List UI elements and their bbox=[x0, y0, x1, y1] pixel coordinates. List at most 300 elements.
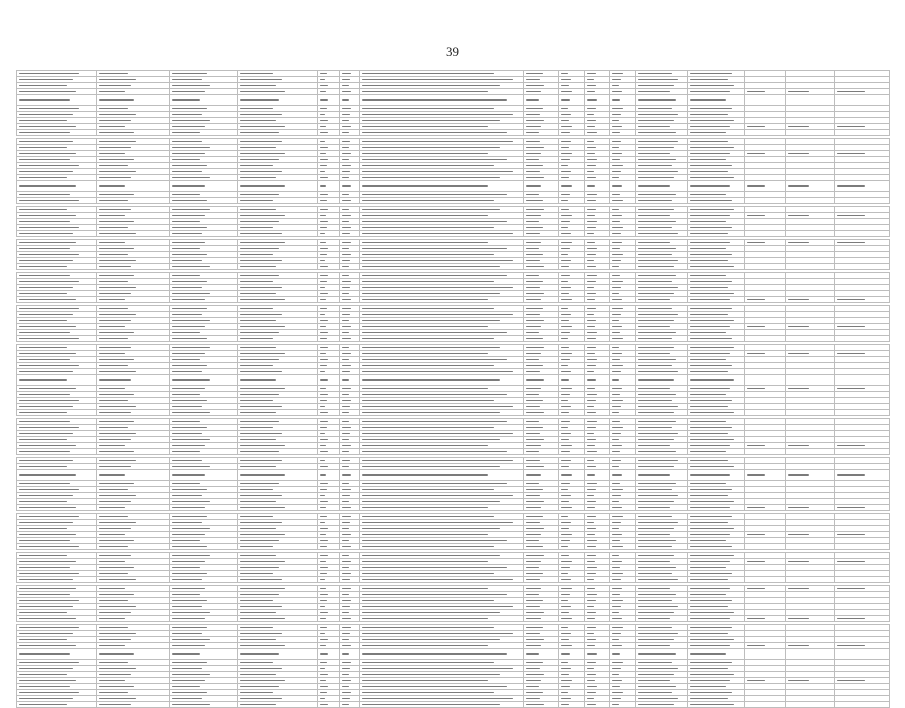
table-cell bbox=[585, 649, 610, 660]
cell-text-placeholder bbox=[362, 528, 500, 530]
cell-text-placeholder bbox=[638, 114, 677, 116]
cell-text-placeholder bbox=[526, 114, 540, 116]
cell-text-placeholder bbox=[587, 662, 595, 664]
cell-text-placeholder bbox=[638, 427, 672, 429]
cell-text-placeholder bbox=[587, 489, 595, 491]
cell-text-placeholder bbox=[172, 507, 204, 509]
cell-text-placeholder bbox=[638, 645, 670, 647]
table-cell bbox=[317, 470, 339, 481]
cell-text-placeholder bbox=[561, 153, 572, 155]
cell-text-placeholder bbox=[747, 618, 765, 620]
cell-text-placeholder bbox=[362, 159, 506, 161]
table-row bbox=[17, 95, 890, 106]
cell-text-placeholder bbox=[320, 466, 328, 468]
cell-text-placeholder bbox=[172, 200, 207, 202]
cell-text-placeholder bbox=[690, 347, 734, 349]
cell-text-placeholder bbox=[172, 445, 204, 447]
table-cell bbox=[17, 649, 97, 660]
cell-text-placeholder bbox=[526, 394, 539, 396]
cell-text-placeholder bbox=[362, 379, 500, 381]
cell-text-placeholder bbox=[526, 674, 544, 676]
cell-text-placeholder bbox=[362, 668, 513, 670]
cell-text-placeholder bbox=[561, 126, 572, 128]
cell-text-placeholder bbox=[690, 540, 726, 542]
cell-text-placeholder bbox=[561, 555, 569, 557]
cell-text-placeholder bbox=[362, 686, 506, 688]
cell-text-placeholder bbox=[638, 338, 672, 340]
cell-text-placeholder bbox=[690, 561, 730, 563]
cell-text-placeholder bbox=[526, 507, 541, 509]
cell-text-placeholder bbox=[587, 114, 594, 116]
cell-text-placeholder bbox=[320, 221, 329, 223]
cell-text-placeholder bbox=[561, 221, 570, 223]
cell-text-placeholder bbox=[240, 579, 282, 581]
cell-text-placeholder bbox=[788, 561, 809, 563]
cell-text-placeholder bbox=[240, 281, 273, 283]
cell-text-placeholder bbox=[320, 534, 327, 536]
cell-text-placeholder bbox=[690, 406, 728, 408]
cell-text-placeholder bbox=[19, 281, 79, 283]
cell-text-placeholder bbox=[362, 439, 500, 441]
cell-text-placeholder bbox=[99, 433, 137, 435]
cell-text-placeholder bbox=[638, 406, 677, 408]
cell-text-placeholder bbox=[362, 233, 513, 235]
cell-text-placeholder bbox=[240, 147, 276, 149]
cell-text-placeholder bbox=[612, 260, 621, 262]
cell-text-placeholder bbox=[19, 600, 79, 602]
cell-text-placeholder bbox=[612, 347, 619, 349]
cell-text-placeholder bbox=[342, 501, 349, 503]
cell-text-placeholder bbox=[638, 332, 675, 334]
cell-text-placeholder bbox=[172, 567, 199, 569]
cell-text-placeholder bbox=[690, 489, 732, 491]
cell-text-placeholder bbox=[837, 215, 865, 217]
cell-text-placeholder bbox=[99, 406, 137, 408]
cell-text-placeholder bbox=[19, 73, 79, 75]
cell-text-placeholder bbox=[342, 460, 350, 462]
cell-text-placeholder bbox=[526, 645, 541, 647]
cell-text-placeholder bbox=[561, 421, 570, 423]
table-cell bbox=[360, 649, 524, 660]
cell-text-placeholder bbox=[19, 242, 76, 244]
cell-text-placeholder bbox=[587, 79, 594, 81]
cell-text-placeholder bbox=[587, 451, 597, 453]
cell-text-placeholder bbox=[612, 266, 619, 268]
cell-text-placeholder bbox=[240, 299, 285, 301]
cell-text-placeholder bbox=[587, 248, 597, 250]
cell-text-placeholder bbox=[587, 698, 594, 700]
cell-text-placeholder bbox=[526, 567, 539, 569]
cell-text-placeholder bbox=[638, 680, 670, 682]
cell-text-placeholder bbox=[362, 293, 500, 295]
cell-text-placeholder bbox=[172, 132, 199, 134]
cell-text-placeholder bbox=[690, 633, 728, 635]
cell-text-placeholder bbox=[587, 680, 594, 682]
cell-text-placeholder bbox=[788, 299, 809, 301]
cell-text-placeholder bbox=[837, 91, 865, 93]
cell-text-placeholder bbox=[612, 338, 623, 340]
cell-text-placeholder bbox=[690, 573, 732, 575]
cell-text-placeholder bbox=[320, 600, 327, 602]
cell-text-placeholder bbox=[690, 594, 726, 596]
cell-text-placeholder bbox=[362, 501, 500, 503]
cell-text-placeholder bbox=[342, 445, 351, 447]
cell-text-placeholder bbox=[587, 254, 595, 256]
cell-text-placeholder bbox=[99, 73, 128, 75]
cell-text-placeholder bbox=[320, 546, 327, 548]
cell-text-placeholder bbox=[320, 501, 328, 503]
cell-text-placeholder bbox=[587, 308, 595, 310]
cell-text-placeholder bbox=[99, 680, 126, 682]
cell-text-placeholder bbox=[638, 594, 675, 596]
cell-text-placeholder bbox=[690, 85, 734, 87]
cell-text-placeholder bbox=[342, 489, 351, 491]
cell-text-placeholder bbox=[690, 114, 728, 116]
cell-text-placeholder bbox=[362, 320, 500, 322]
cell-text-placeholder bbox=[172, 561, 204, 563]
cell-text-placeholder bbox=[362, 633, 513, 635]
cell-text-placeholder bbox=[526, 439, 544, 441]
cell-text-placeholder bbox=[320, 260, 326, 262]
cell-text-placeholder bbox=[526, 546, 543, 548]
cell-text-placeholder bbox=[362, 365, 494, 367]
cell-text-placeholder bbox=[240, 394, 279, 396]
cell-text-placeholder bbox=[837, 680, 865, 682]
cell-text-placeholder bbox=[362, 451, 506, 453]
cell-text-placeholder bbox=[19, 534, 76, 536]
cell-text-placeholder bbox=[747, 534, 765, 536]
table-cell bbox=[687, 181, 744, 192]
cell-text-placeholder bbox=[526, 534, 541, 536]
cell-text-placeholder bbox=[638, 120, 674, 122]
cell-text-placeholder bbox=[362, 680, 487, 682]
cell-text-placeholder bbox=[638, 692, 672, 694]
cell-text-placeholder bbox=[240, 266, 276, 268]
cell-text-placeholder bbox=[99, 686, 134, 688]
cell-text-placeholder bbox=[172, 281, 207, 283]
table-cell bbox=[340, 649, 360, 660]
cell-text-placeholder bbox=[99, 359, 134, 361]
cell-text-placeholder bbox=[172, 308, 207, 310]
cell-text-placeholder bbox=[587, 365, 595, 367]
cell-text-placeholder bbox=[526, 445, 541, 447]
cell-text-placeholder bbox=[320, 627, 327, 629]
cell-text-placeholder bbox=[99, 194, 134, 196]
cell-text-placeholder bbox=[526, 612, 544, 614]
cell-text-placeholder bbox=[342, 680, 351, 682]
cell-text-placeholder bbox=[320, 99, 329, 101]
cell-text-placeholder bbox=[587, 233, 594, 235]
cell-text-placeholder bbox=[320, 394, 329, 396]
cell-text-placeholder bbox=[526, 177, 544, 179]
cell-text-placeholder bbox=[99, 606, 137, 608]
cell-text-placeholder bbox=[788, 534, 809, 536]
cell-text-placeholder bbox=[342, 359, 349, 361]
cell-text-placeholder bbox=[320, 674, 328, 676]
cell-text-placeholder bbox=[320, 573, 327, 575]
cell-text-placeholder bbox=[240, 141, 282, 143]
cell-text-placeholder bbox=[561, 320, 569, 322]
cell-text-placeholder bbox=[747, 215, 765, 217]
cell-text-placeholder bbox=[240, 248, 279, 250]
cell-text-placeholder bbox=[320, 338, 327, 340]
cell-text-placeholder bbox=[320, 662, 327, 664]
cell-text-placeholder bbox=[747, 474, 765, 476]
cell-text-placeholder bbox=[638, 579, 677, 581]
cell-text-placeholder bbox=[342, 209, 349, 211]
cell-text-placeholder bbox=[587, 618, 594, 620]
cell-text-placeholder bbox=[99, 540, 134, 542]
cell-text-placeholder bbox=[561, 159, 570, 161]
cell-text-placeholder bbox=[99, 266, 131, 268]
cell-text-placeholder bbox=[362, 483, 506, 485]
cell-text-placeholder bbox=[19, 91, 76, 93]
cell-text-placeholder bbox=[362, 588, 487, 590]
cell-text-placeholder bbox=[240, 433, 282, 435]
cell-text-placeholder bbox=[19, 662, 79, 664]
cell-text-placeholder bbox=[638, 668, 677, 670]
cell-text-placeholder bbox=[362, 132, 506, 134]
cell-text-placeholder bbox=[638, 522, 677, 524]
cell-text-placeholder bbox=[172, 653, 199, 655]
cell-text-placeholder bbox=[612, 248, 620, 250]
cell-text-placeholder bbox=[240, 460, 282, 462]
cell-text-placeholder bbox=[342, 573, 351, 575]
cell-text-placeholder bbox=[747, 680, 765, 682]
cell-text-placeholder bbox=[99, 85, 131, 87]
cell-text-placeholder bbox=[612, 359, 620, 361]
page-number: 39 bbox=[446, 44, 459, 59]
cell-text-placeholder bbox=[587, 394, 597, 396]
table-cell bbox=[834, 702, 889, 708]
table-cell bbox=[170, 181, 237, 192]
cell-text-placeholder bbox=[638, 171, 677, 173]
cell-text-placeholder bbox=[526, 379, 544, 381]
cell-text-placeholder bbox=[19, 561, 76, 563]
cell-text-placeholder bbox=[320, 365, 327, 367]
cell-text-placeholder bbox=[638, 185, 670, 187]
cell-text-placeholder bbox=[612, 394, 620, 396]
cell-text-placeholder bbox=[362, 704, 500, 706]
cell-text-placeholder bbox=[587, 120, 596, 122]
cell-text-placeholder bbox=[612, 126, 622, 128]
table-row bbox=[17, 375, 890, 386]
cell-text-placeholder bbox=[788, 388, 809, 390]
cell-text-placeholder bbox=[587, 606, 594, 608]
cell-text-placeholder bbox=[342, 507, 351, 509]
cell-text-placeholder bbox=[612, 561, 622, 563]
cell-text-placeholder bbox=[99, 427, 128, 429]
cell-text-placeholder bbox=[612, 662, 623, 664]
cell-text-placeholder bbox=[19, 573, 79, 575]
cell-text-placeholder bbox=[172, 347, 209, 349]
cell-text-placeholder bbox=[526, 141, 540, 143]
cell-text-placeholder bbox=[320, 692, 327, 694]
cell-text-placeholder bbox=[320, 299, 327, 301]
cell-text-placeholder bbox=[612, 692, 623, 694]
cell-text-placeholder bbox=[172, 320, 209, 322]
cell-text-placeholder bbox=[240, 698, 282, 700]
cell-text-placeholder bbox=[19, 371, 73, 373]
table-cell bbox=[558, 181, 585, 192]
cell-text-placeholder bbox=[99, 495, 137, 497]
cell-text-placeholder bbox=[690, 704, 734, 706]
cell-text-placeholder bbox=[362, 73, 494, 75]
cell-text-placeholder bbox=[747, 445, 765, 447]
cell-text-placeholder bbox=[638, 698, 677, 700]
cell-text-placeholder bbox=[19, 200, 79, 202]
cell-text-placeholder bbox=[99, 147, 131, 149]
cell-text-placeholder bbox=[342, 600, 351, 602]
cell-text-placeholder bbox=[587, 338, 595, 340]
cell-text-placeholder bbox=[99, 555, 131, 557]
cell-text-placeholder bbox=[19, 412, 67, 414]
cell-text-placeholder bbox=[362, 400, 494, 402]
table-cell bbox=[785, 649, 834, 660]
cell-text-placeholder bbox=[526, 242, 541, 244]
cell-text-placeholder bbox=[587, 215, 594, 217]
cell-text-placeholder bbox=[638, 546, 672, 548]
cell-text-placeholder bbox=[99, 233, 137, 235]
cell-text-placeholder bbox=[612, 627, 623, 629]
cell-text-placeholder bbox=[690, 141, 728, 143]
cell-text-placeholder bbox=[690, 433, 728, 435]
cell-text-placeholder bbox=[690, 99, 726, 101]
cell-text-placeholder bbox=[837, 299, 865, 301]
cell-text-placeholder bbox=[99, 332, 134, 334]
cell-text-placeholder bbox=[587, 132, 597, 134]
cell-text-placeholder bbox=[172, 359, 199, 361]
cell-text-placeholder bbox=[612, 653, 620, 655]
cell-text-placeholder bbox=[526, 260, 540, 262]
cell-text-placeholder bbox=[526, 371, 540, 373]
cell-text-placeholder bbox=[612, 320, 619, 322]
cell-text-placeholder bbox=[172, 594, 199, 596]
cell-text-placeholder bbox=[99, 177, 131, 179]
cell-text-placeholder bbox=[19, 427, 79, 429]
cell-text-placeholder bbox=[19, 507, 76, 509]
cell-text-placeholder bbox=[587, 561, 594, 563]
cell-text-placeholder bbox=[638, 153, 670, 155]
cell-text-placeholder bbox=[99, 546, 128, 548]
cell-text-placeholder bbox=[561, 394, 570, 396]
cell-text-placeholder bbox=[561, 653, 570, 655]
cell-text-placeholder bbox=[19, 653, 70, 655]
cell-text-placeholder bbox=[837, 474, 865, 476]
cell-text-placeholder bbox=[362, 141, 513, 143]
cell-text-placeholder bbox=[362, 108, 494, 110]
cell-text-placeholder bbox=[526, 668, 540, 670]
cell-text-placeholder bbox=[690, 171, 728, 173]
cell-text-placeholder bbox=[240, 612, 276, 614]
cell-text-placeholder bbox=[690, 600, 732, 602]
cell-text-placeholder bbox=[612, 421, 620, 423]
table-cell bbox=[785, 702, 834, 708]
cell-text-placeholder bbox=[526, 451, 539, 453]
table-cell bbox=[237, 95, 317, 106]
cell-text-placeholder bbox=[638, 371, 677, 373]
table-cell bbox=[170, 375, 237, 386]
cell-text-placeholder bbox=[19, 546, 79, 548]
register-table bbox=[16, 70, 890, 708]
table-cell bbox=[744, 649, 785, 660]
cell-text-placeholder bbox=[526, 516, 543, 518]
cell-text-placeholder bbox=[99, 159, 134, 161]
cell-text-placeholder bbox=[240, 561, 285, 563]
cell-text-placeholder bbox=[638, 209, 674, 211]
cell-text-placeholder bbox=[362, 165, 494, 167]
cell-text-placeholder bbox=[240, 185, 285, 187]
cell-text-placeholder bbox=[638, 466, 674, 468]
cell-text-placeholder bbox=[612, 227, 623, 229]
cell-text-placeholder bbox=[638, 147, 674, 149]
cell-text-placeholder bbox=[320, 474, 327, 476]
cell-text-placeholder bbox=[19, 338, 79, 340]
cell-text-placeholder bbox=[638, 627, 672, 629]
table-cell bbox=[687, 702, 744, 708]
cell-text-placeholder bbox=[561, 501, 569, 503]
cell-text-placeholder bbox=[587, 507, 594, 509]
cell-text-placeholder bbox=[342, 379, 349, 381]
cell-text-placeholder bbox=[240, 594, 279, 596]
cell-text-placeholder bbox=[19, 606, 73, 608]
cell-text-placeholder bbox=[561, 338, 568, 340]
cell-text-placeholder bbox=[587, 495, 594, 497]
cell-text-placeholder bbox=[99, 248, 134, 250]
cell-text-placeholder bbox=[320, 73, 327, 75]
cell-text-placeholder bbox=[172, 332, 199, 334]
cell-text-placeholder bbox=[612, 221, 620, 223]
cell-text-placeholder bbox=[526, 132, 539, 134]
cell-text-placeholder bbox=[690, 579, 728, 581]
cell-text-placeholder bbox=[690, 221, 726, 223]
cell-text-placeholder bbox=[690, 338, 732, 340]
cell-text-placeholder bbox=[612, 698, 621, 700]
cell-text-placeholder bbox=[99, 474, 126, 476]
cell-text-placeholder bbox=[362, 227, 494, 229]
cell-text-placeholder bbox=[612, 522, 621, 524]
cell-text-placeholder bbox=[362, 338, 494, 340]
cell-text-placeholder bbox=[240, 662, 273, 664]
cell-text-placeholder bbox=[526, 248, 539, 250]
cell-text-placeholder bbox=[240, 200, 273, 202]
cell-text-placeholder bbox=[342, 260, 350, 262]
cell-text-placeholder bbox=[362, 281, 494, 283]
cell-text-placeholder bbox=[561, 293, 569, 295]
cell-text-placeholder bbox=[19, 120, 67, 122]
table-cell bbox=[317, 95, 339, 106]
cell-text-placeholder bbox=[362, 120, 500, 122]
cell-text-placeholder bbox=[526, 466, 544, 468]
cell-text-placeholder bbox=[19, 275, 70, 277]
cell-text-placeholder bbox=[19, 567, 70, 569]
cell-text-placeholder bbox=[19, 692, 79, 694]
cell-text-placeholder bbox=[99, 645, 126, 647]
cell-text-placeholder bbox=[638, 618, 670, 620]
cell-text-placeholder bbox=[19, 85, 67, 87]
cell-text-placeholder bbox=[526, 365, 543, 367]
cell-text-placeholder bbox=[638, 653, 675, 655]
cell-text-placeholder bbox=[638, 79, 677, 81]
table-cell bbox=[636, 649, 687, 660]
cell-text-placeholder bbox=[342, 194, 349, 196]
cell-text-placeholder bbox=[561, 573, 568, 575]
cell-text-placeholder bbox=[320, 594, 329, 596]
table-cell bbox=[834, 181, 889, 192]
cell-text-placeholder bbox=[240, 314, 282, 316]
cell-text-placeholder bbox=[362, 91, 487, 93]
cell-text-placeholder bbox=[690, 528, 734, 530]
